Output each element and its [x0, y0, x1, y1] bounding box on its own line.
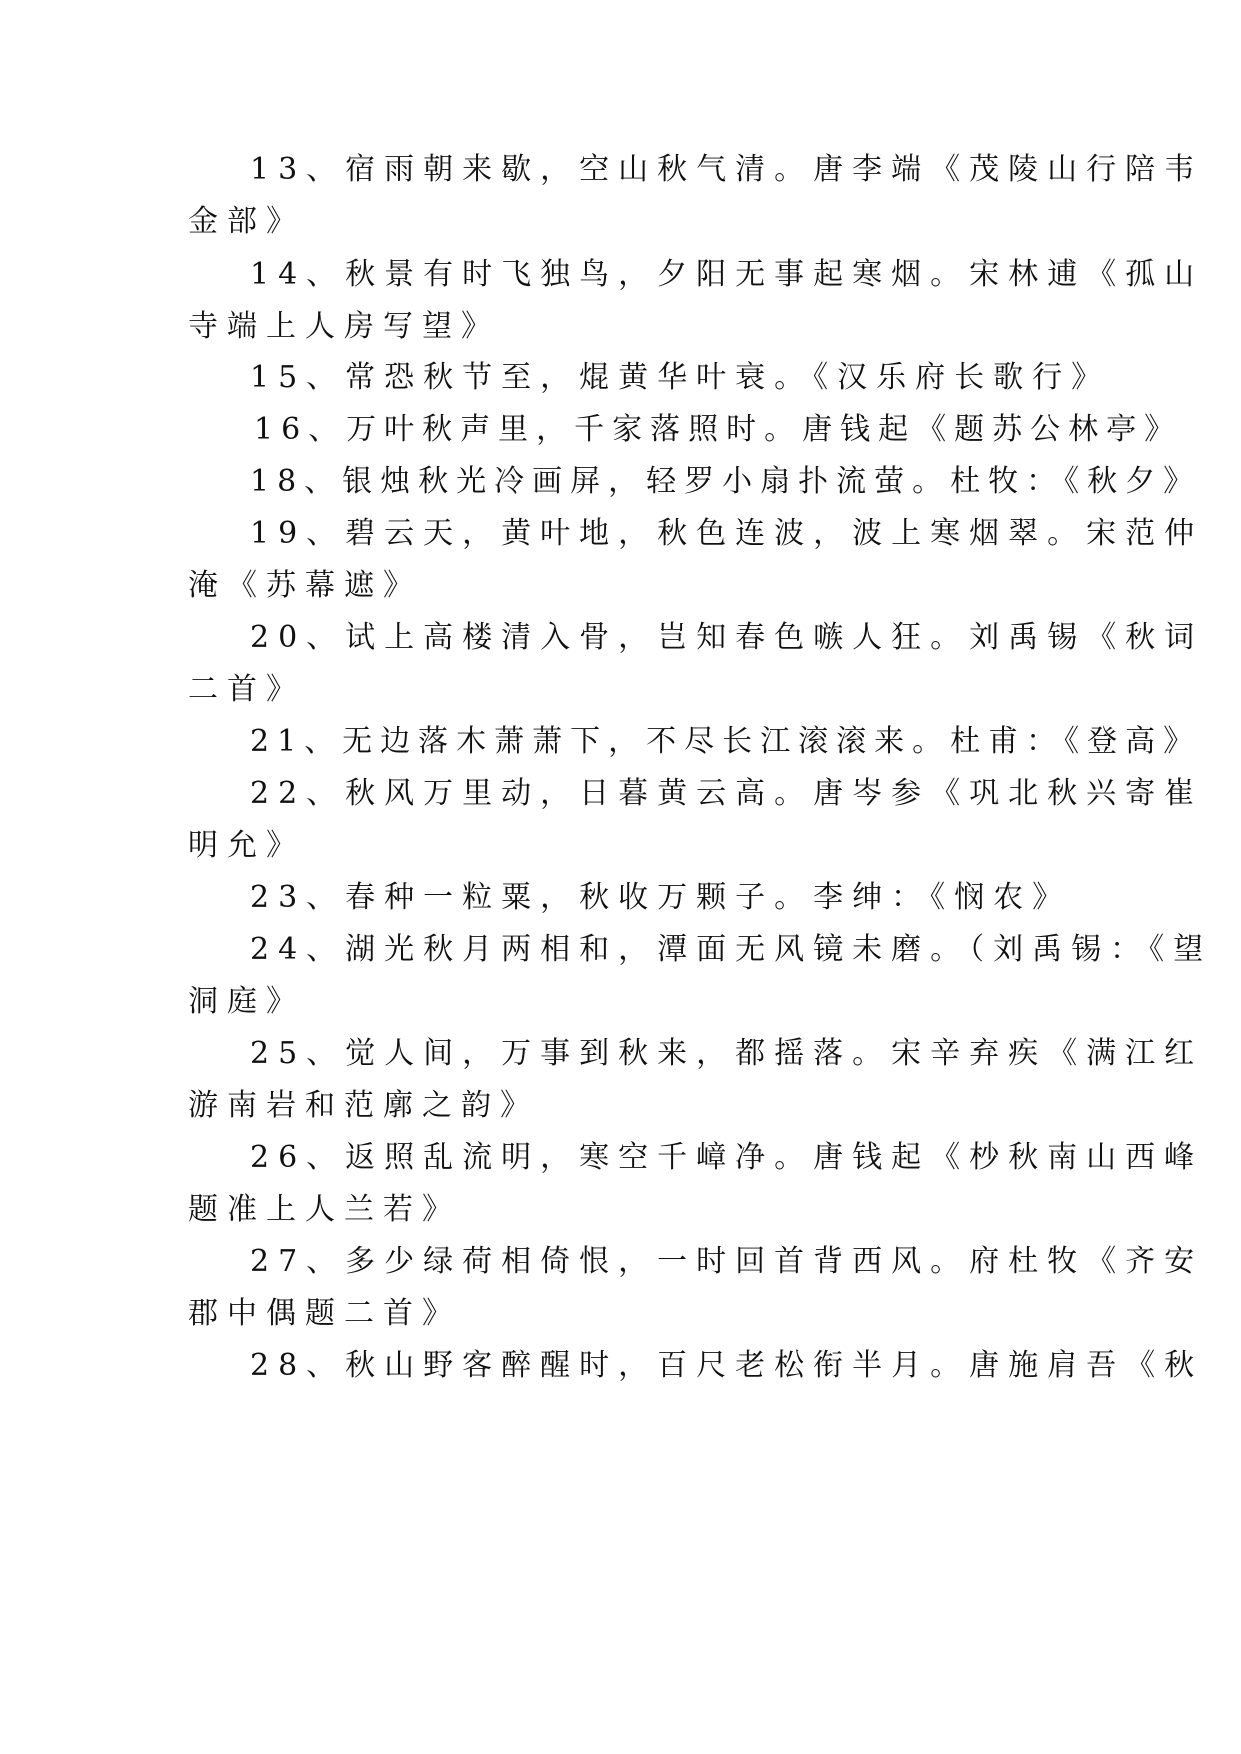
entry-28-line-1: 28、秋山野客醉醒时，百尺老松衔半月。唐施肩吾《秋: [250, 1348, 1204, 1383]
entry-19-line-2: 淹《苏幕遮》: [188, 568, 422, 603]
entry-20-line-2: 二首》: [188, 672, 305, 707]
entry-24-line-1: 24、湖光秋月两相和，潭面无风镜未磨。（刘禹锡：《望: [250, 932, 1213, 967]
entry-26-line-2: 题准上人兰若》: [188, 1192, 461, 1227]
entry-14-line-1: 14、秋景有时飞独鸟，夕阳无事起寒烟。宋林逋《孤山: [250, 257, 1204, 292]
entry-18-line-1: 18、银烛秋光冷画屏，轻罗小扇扑流萤。杜牧：《秋夕》: [250, 464, 1202, 499]
entry-16-line-1: 16、万叶秋声里，千家落照时。唐钱起《题苏公林亭》: [254, 412, 1183, 447]
entry-13-line-2: 金部》: [188, 204, 305, 239]
entry-19-line-1: 19、碧云天，黄叶地，秋色连波，波上寒烟翠。宋范仲: [250, 516, 1204, 551]
entry-24-line-2: 洞庭》: [188, 984, 305, 1019]
entry-21-line-1: 21、无边落木萧萧下，不尽长江滚滚来。杜甫：《登高》: [250, 724, 1202, 759]
entry-26-line-1: 26、返照乱流明，寒空千嶂净。唐钱起《杪秋南山西峰: [250, 1140, 1204, 1175]
entry-15-line-1: 15、常恐秋节至，焜黄华叶衰。《汉乐府长歌行》: [250, 360, 1111, 395]
entry-25-line-1: 25、觉人间，万事到秋来，都摇落。宋辛弃疾《满江红: [250, 1036, 1204, 1071]
entry-13-line-1: 13、宿雨朝来歇，空山秋气清。唐李端《茂陵山行陪韦: [250, 152, 1204, 187]
entry-20-line-1: 20、试上高楼清入骨，岂知春色嗾人狂。刘禹锡《秋词: [250, 620, 1204, 655]
entry-14-line-2: 寺端上人房写望》: [188, 309, 500, 344]
entry-27-line-2: 郡中偶题二首》: [188, 1296, 461, 1331]
entry-27-line-1: 27、多少绿荷相倚恨，一时回首背西风。府杜牧《齐安: [250, 1244, 1204, 1279]
entry-22-line-1: 22、秋风万里动，日暮黄云高。唐岑参《巩北秋兴寄崔: [250, 776, 1204, 811]
entry-23-line-1: 23、春种一粒粟，秋收万颗子。李绅：《悯农》: [250, 880, 1072, 915]
entry-25-line-2: 游南岩和范廓之韵》: [188, 1088, 539, 1123]
entry-22-line-2: 明允》: [188, 828, 305, 863]
